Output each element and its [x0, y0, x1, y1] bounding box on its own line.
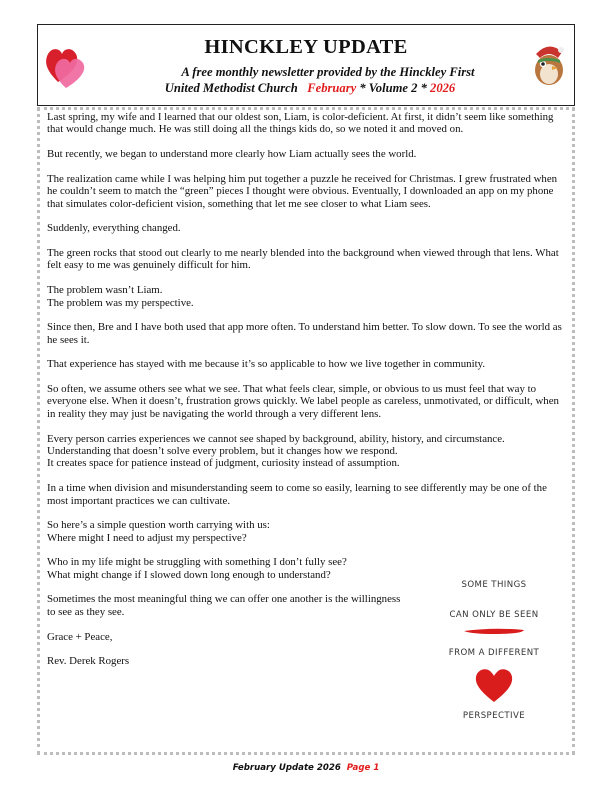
paragraph: In a time when division and misunderstanding seem to come so easily, learning to see differently may be one of the most important practices we can cultivate.: [47, 482, 547, 507]
church-name: United Methodist Church: [164, 81, 298, 95]
graphic-line-3: FROM A DIFFERENT: [448, 648, 540, 658]
page-footer: [0, 763, 612, 773]
paragraph-group: [47, 433, 569, 470]
footer-label: February Update 2026: [232, 763, 341, 773]
issue-volume: * Volume 2 *: [356, 81, 431, 95]
brush-stroke-icon: [462, 626, 526, 636]
newsletter-title: HINCKLEY UPDATE: [204, 36, 408, 58]
page-number: Page 1: [346, 763, 380, 773]
paragraph: So often, we assume others see what we see. That what feels clear, simple, or obvious to us must feel that way to everyone else. When it doesn’t, frustration grows quickly. We label people as careless, unmotivated, or difficult, when in reality they may just be navigating the world through a very different lens.: [47, 383, 559, 420]
line: Where might I need to adjust my perspective?: [47, 531, 247, 544]
paragraph: Sometimes the most meaningful thing we can offer one another is the willingness to see as they see.: [47, 593, 401, 618]
line: It creates space for patience instead of judgment, curiosity instead of assumption.: [47, 457, 400, 470]
paragraph-group: [47, 556, 402, 581]
issue-year: 2026: [430, 81, 456, 95]
paragraph: The realization came while I was helping him put together a puzzle he received for Christmas. I grew frustrated when he couldn’t seem to match the “green” pieces I thought were obvious. Eventually, I downloaded an app on my phone that simulates color-deficient vision, something that let me see closer to what Liam sees.: [47, 172, 558, 210]
graphic-line-2: CAN ONLY BE SEEN: [449, 610, 539, 620]
paragraph: That experience has stayed with me because it’s so applicable to how we live together in community.: [47, 358, 486, 371]
signature: Rev. Derek Rogers: [47, 655, 130, 668]
line: So here’s a simple question worth carrying with us:: [47, 519, 270, 532]
graphic-line-1: SOME THINGS: [461, 580, 527, 590]
line: Every person carries experiences we cannot see shaped by background, ability, history, and circumstance. Understanding that doesn’t solve every problem, but it changes how we respond.: [47, 432, 505, 457]
heart-icon: [474, 666, 514, 704]
perspective-graphic: [432, 574, 556, 730]
paragraph: But recently, we began to understand more clearly how Liam actually sees the world.: [47, 148, 417, 161]
paragraph: Suddenly, everything changed.: [47, 222, 181, 235]
paragraph: Last spring, my wife and I learned that our oldest son, Liam, is color-deficient. At first, it didn’t seem like something that would change much. He was still doing all the things kids do, so we noted it and moved on.: [47, 111, 554, 136]
issue-month: February: [307, 81, 357, 95]
paragraph: Since then, Bre and I have both used that app more often. To understand him better. To slow down. To see the world as he sees it.: [47, 321, 562, 346]
paragraph-group: [47, 519, 569, 544]
graphic-line-4: PERSPECTIVE: [462, 711, 526, 721]
line: The problem was my perspective.: [47, 296, 194, 309]
line: What might change if I slowed down long enough to understand?: [47, 568, 331, 581]
newsletter-subtitle: A free monthly newsletter provided by the Hinckley First: [181, 65, 475, 79]
paragraph: The green rocks that stood out clearly to me nearly blended into the background when viewed through that lens. What felt easy to me was genuinely difficult for him.: [47, 247, 559, 272]
line: Who in my life might be struggling with something I don’t fully see?: [47, 556, 347, 569]
signoff: Grace + Peace,: [47, 630, 113, 643]
newsletter-issue-line: [4, 81, 612, 96]
line: The problem wasn’t Liam.: [47, 284, 163, 297]
paragraph-group: [47, 284, 569, 309]
